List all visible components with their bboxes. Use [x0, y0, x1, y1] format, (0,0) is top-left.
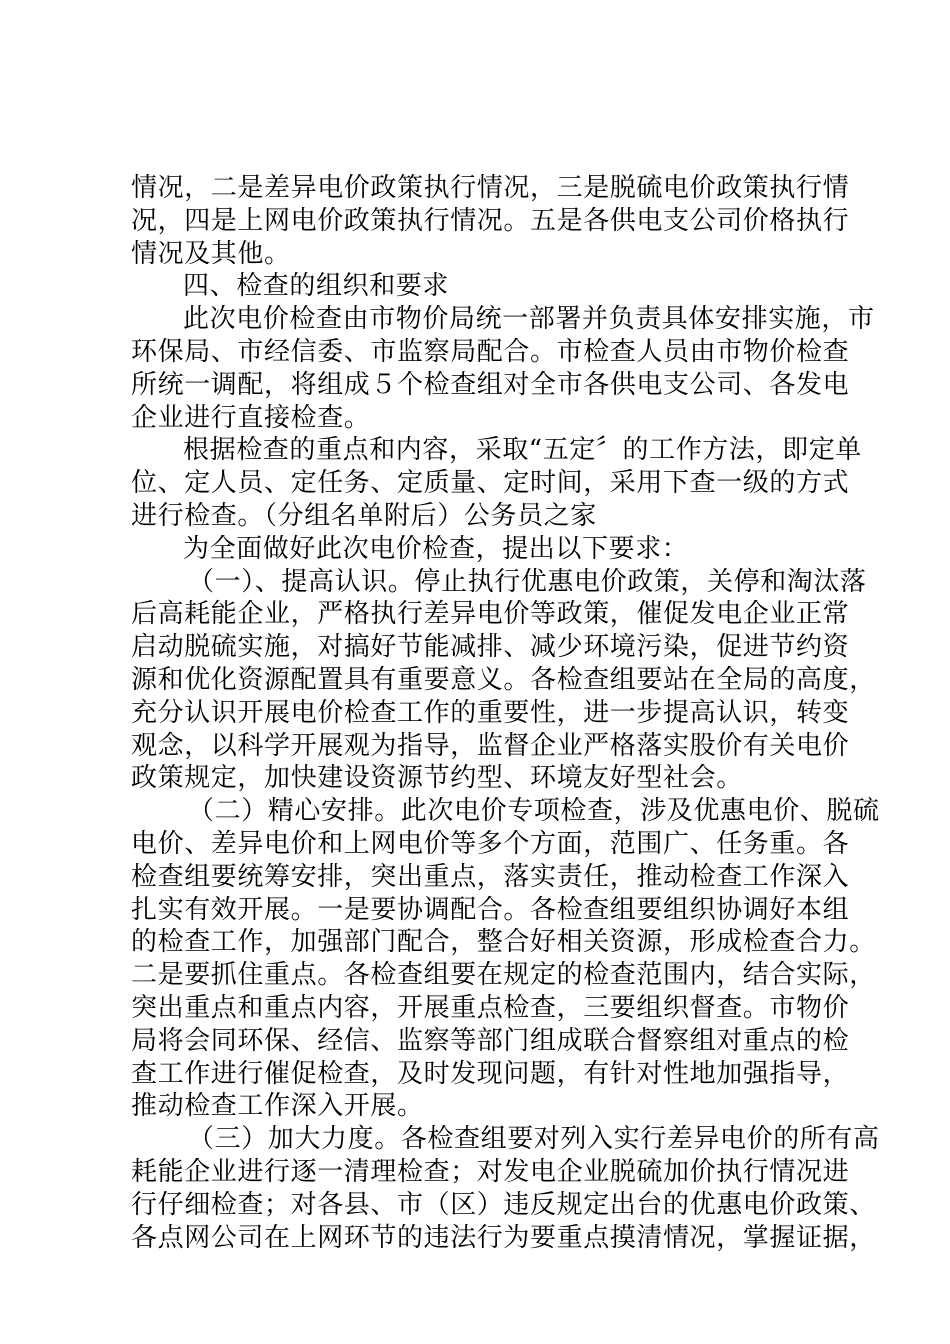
- text-line: 源和优化资源配置具有重要意义。各检查组要站在全局的高度，: [131, 664, 876, 695]
- text-line: 各点网公司在上网环节的违法行为要重点摸清情况，掌握证据，: [131, 1222, 876, 1253]
- text-line: 查工作进行催促检查，及时发现问题，有针对性地加强指导，: [131, 1058, 850, 1089]
- paragraph-start: （三）加大力度。各检查组要对列入实行差异电价的所有高: [188, 1124, 880, 1155]
- text-line: 推动检查工作深入开展。: [131, 1091, 424, 1122]
- text-line: 行仔细检查；对各县、市（区）违反规定出台的优惠电价政策、: [131, 1189, 876, 1220]
- text-line: 扎实有效开展。一是要协调配合。各检查组要组织协调好本组: [131, 894, 850, 925]
- text-line: 情况及其他。: [131, 238, 291, 269]
- text-line: 所统一调配，将组成５个检查组对全市各供电支公司、各发电: [131, 369, 850, 400]
- text-line: 二是要抓住重点。各检查组要在规定的检查范围内，结合实际，: [131, 960, 876, 991]
- paragraph-start: 为全面做好此次电价检查，提出以下要求：: [183, 533, 689, 564]
- text-line: 的检查工作，加强部门配合，整合好相关资源，形成检查合力。: [131, 927, 876, 958]
- text-line: 政策规定，加快建设资源节约型、环境友好型社会。: [131, 763, 743, 794]
- section-heading: 四、检查的组织和要求: [183, 271, 450, 302]
- text-line: 充分认识开展电价检查工作的重要性，进一步提高认识，转变: [131, 697, 850, 728]
- text-line: 企业进行直接检查。: [131, 402, 371, 433]
- paragraph-start: （二）精心安排。此次电价专项检查，涉及优惠电价、脱硫: [188, 796, 880, 827]
- text-line: 突出重点和重点内容，开展重点检查，三要组织督查。市物价: [131, 992, 850, 1023]
- text-line: 后高耗能企业，严格执行差异电价等政策，催促发电企业正常: [131, 599, 850, 630]
- paragraph-start: （一）、提高认识。停止执行优惠电价政策，关停和淘汰落: [188, 566, 867, 597]
- text-line: 启动脱硫实施，对搞好节能减排、减少环境污染，促进节约资: [131, 632, 850, 663]
- text-line: 局将会同环保、经信、监察等部门组成联合督察组对重点的检: [131, 1025, 850, 1056]
- text-line: 检查组要统筹安排，突出重点，落实责任，推动检查工作深入: [131, 861, 850, 892]
- text-line: 位、定人员、定任务、定质量、定时间，采用下查一级的方式: [131, 468, 850, 499]
- text-line: 电价、差异电价和上网电价等多个方面，范围广、任务重。各: [131, 828, 850, 859]
- text-line: 进行检查。（分组名单附后）公务员之家: [131, 500, 597, 531]
- document-body: [131, 172, 880, 1254]
- paragraph-start: 根据检查的重点和内容，采取“五定〞的工作方法，即定单: [183, 435, 862, 466]
- text-line: 况，四是上网电价政策执行情况。五是各供电支公司价格执行: [131, 205, 850, 236]
- paragraph-start: 此次电价检查由市物价局统一部署并负责具体安排实施，市: [183, 304, 875, 335]
- text-line: 耗能企业进行逐一清理检查；对发电企业脱硫加价执行情况进: [131, 1156, 850, 1187]
- text-line: 情况，二是差异电价政策执行情况，三是脱硫电价政策执行情: [131, 173, 850, 203]
- text-line: 环保局、市经信委、市监察局配合。市检查人员由市物价检查: [131, 336, 850, 367]
- text-line: 观念，以科学开展观为指导，监督企业严格落实股价有关电价: [131, 730, 850, 761]
